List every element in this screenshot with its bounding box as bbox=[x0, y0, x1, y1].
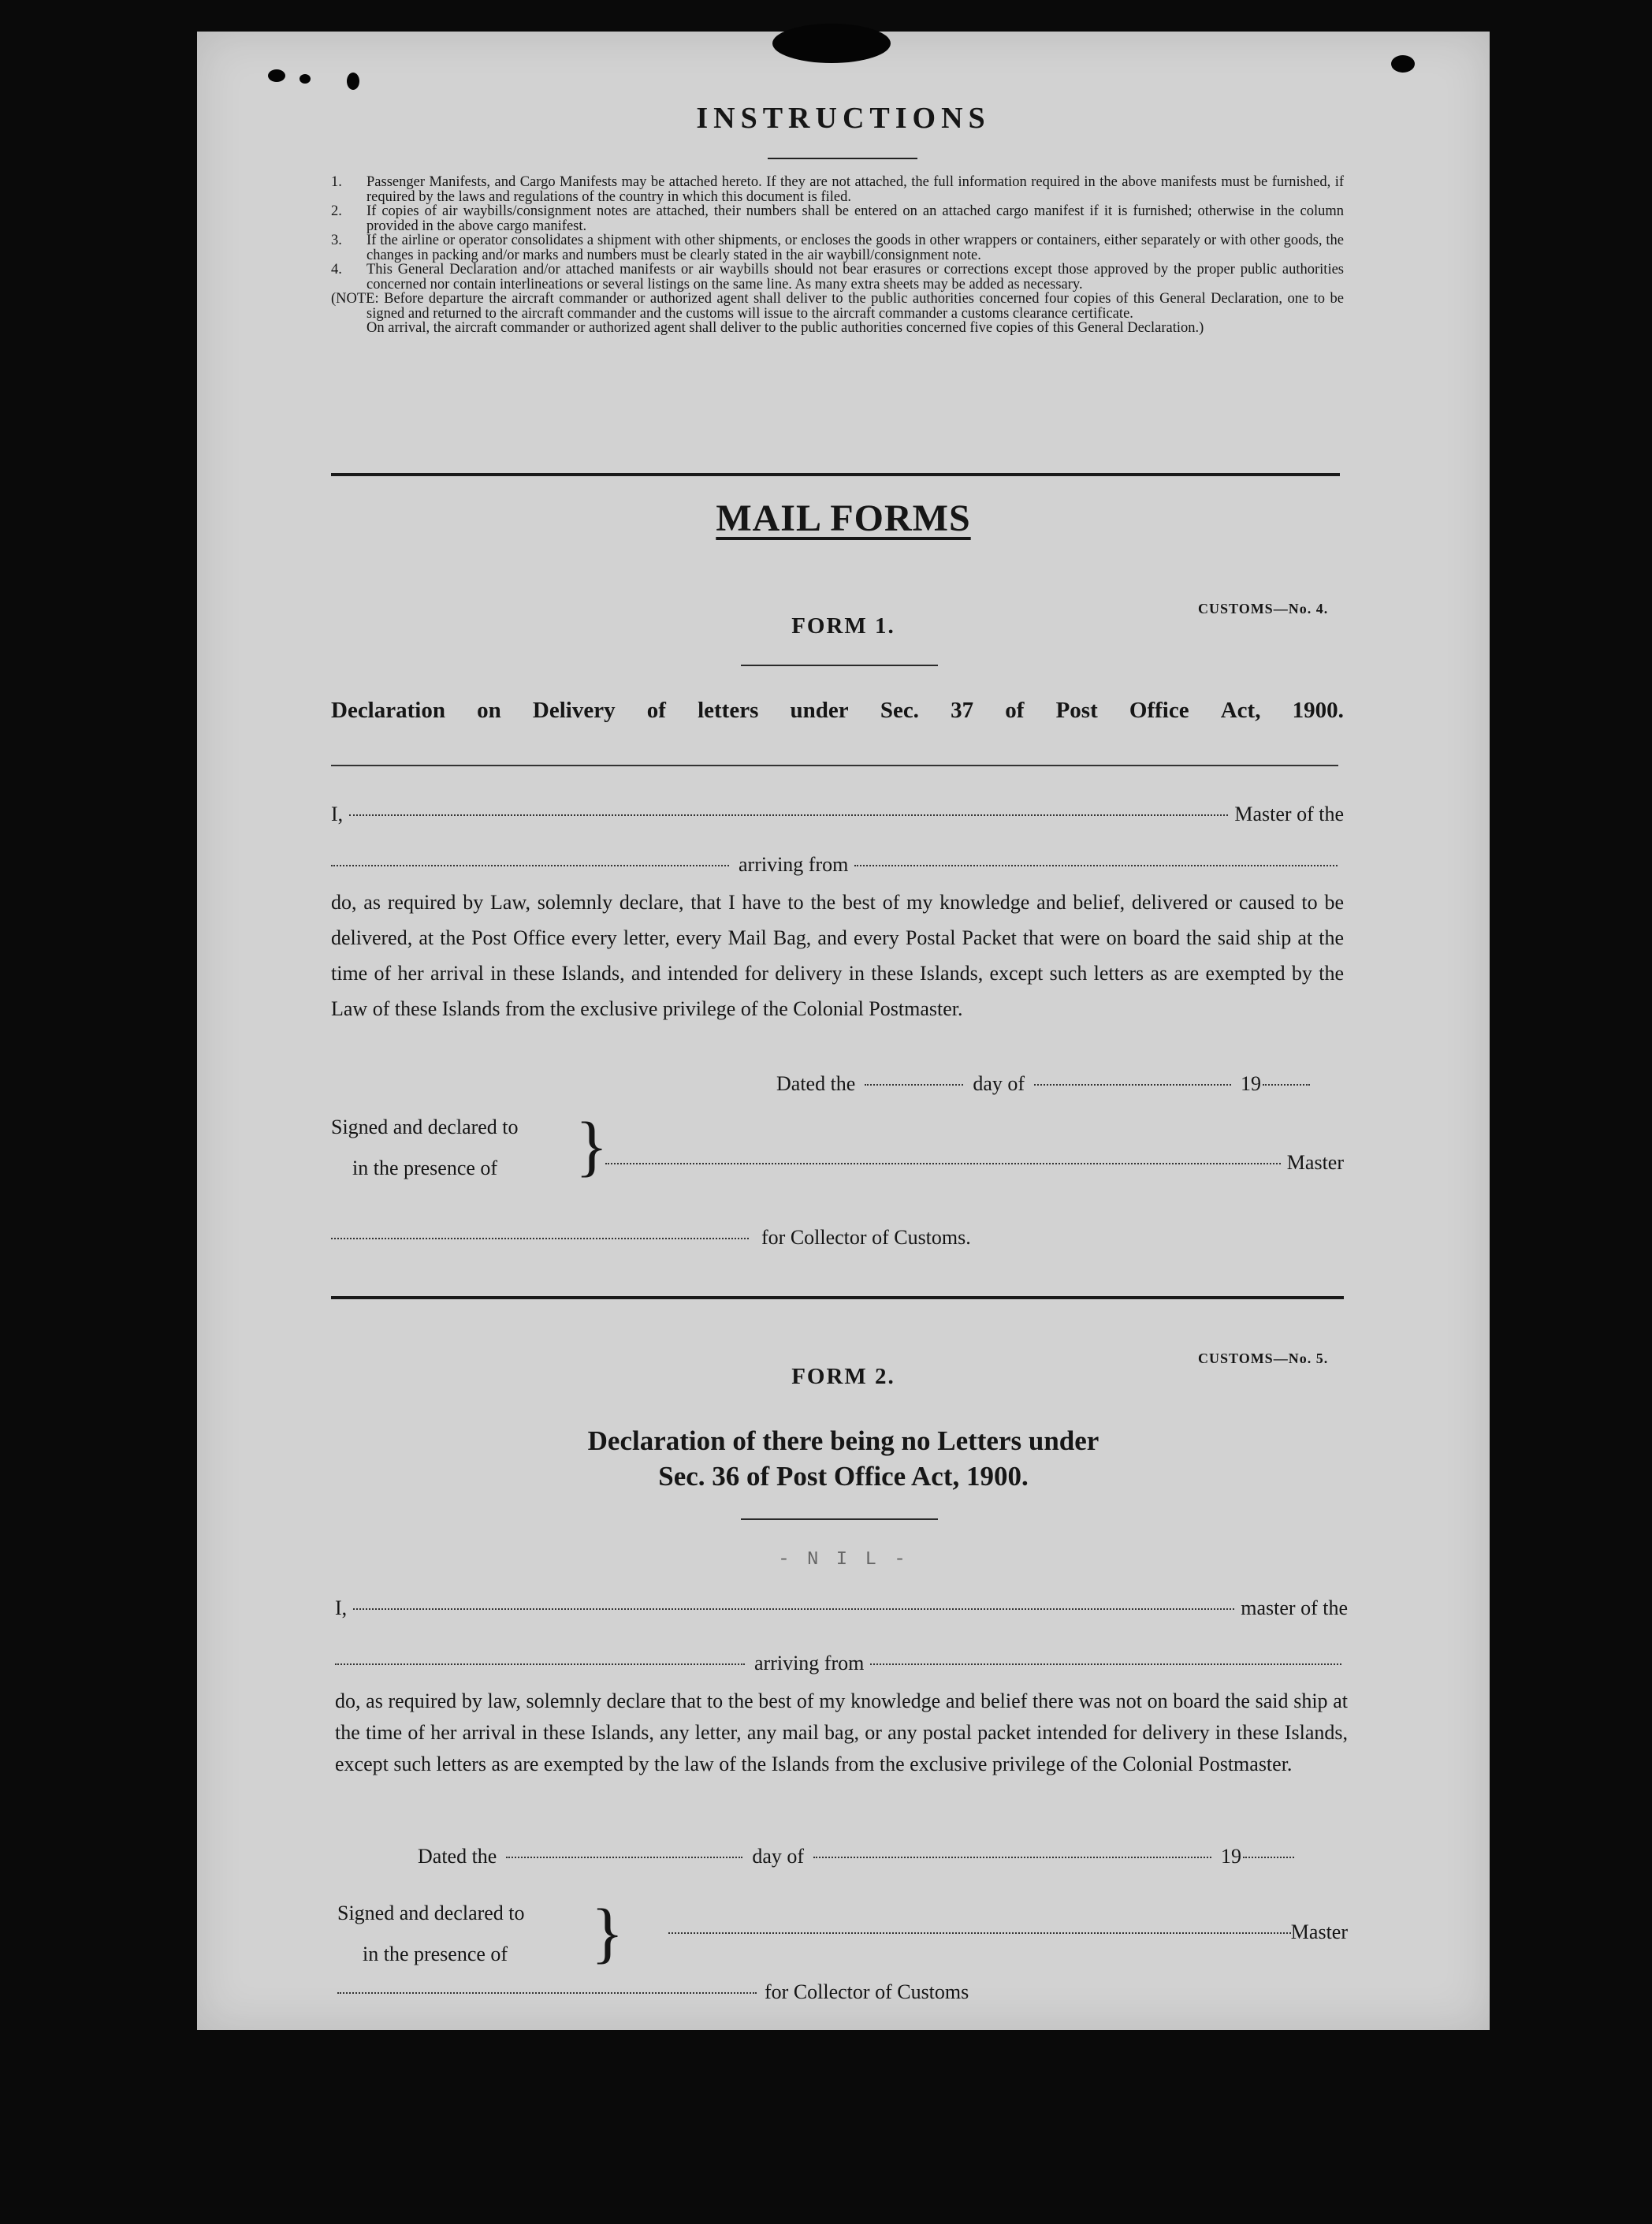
form-divider bbox=[331, 1296, 1344, 1299]
form2-line-arriving bbox=[335, 1652, 1348, 1675]
form1-arriving-label: arriving from bbox=[739, 853, 849, 876]
date-year-field[interactable] bbox=[1243, 1857, 1294, 1858]
instruction-item bbox=[331, 204, 1344, 233]
day-of-label: day of bbox=[752, 1845, 805, 1868]
declaration-word: of bbox=[646, 698, 666, 723]
instruction-number: 2. bbox=[331, 203, 342, 219]
master-label: Master bbox=[1286, 1151, 1344, 1174]
form2-declaration-title-line2: Sec. 36 of Post Office Act, 1900. bbox=[658, 1461, 1029, 1492]
instructions-underline bbox=[768, 158, 917, 159]
year-prefix-label: 19 bbox=[1221, 1845, 1242, 1868]
instruction-item bbox=[331, 175, 1344, 204]
date-day-field[interactable] bbox=[865, 1084, 963, 1086]
form2-body: do, as required by law, solemnly declare that to the best of my knowledge and belief there was not on board the said ship at the time of her arrival in these Islands, any letter, any mail bag, or any postal packet intended for delivery in these Islands, except such letters as are exempted by the law of the Islands from the exclusive privilege of the Colonial Postmaster. bbox=[335, 1689, 1348, 1775]
dated-label: Dated the bbox=[418, 1845, 497, 1868]
instruction-item bbox=[331, 233, 1344, 263]
declaration-word: 37 bbox=[951, 698, 974, 723]
instructions-note bbox=[331, 292, 1344, 336]
form2-signed-line1: Signed and declared to bbox=[337, 1902, 525, 1924]
ink-blot bbox=[772, 24, 891, 63]
master-signature-field[interactable] bbox=[668, 1932, 1291, 1934]
form1-line-arriving bbox=[331, 853, 1344, 877]
declaration-word: Sec. bbox=[880, 698, 919, 723]
form1-signed-line2: in the presence of bbox=[352, 1157, 498, 1179]
form1-signed-line1: Signed and declared to bbox=[331, 1116, 519, 1138]
ship-name-field[interactable] bbox=[331, 865, 729, 866]
brace-icon: } bbox=[575, 1108, 608, 1183]
master-name-field[interactable] bbox=[353, 1608, 1234, 1610]
form1-body: do, as required by Law, solemnly declare, that I have to the best of my knowledge and belief, delivered or caused to be delivered, at the Post Office every letter, every Mail Bag, and every Postal Packet that were on board the said ship at the time of her arrival in these Islands, and intended for delivery in these Islands, except such letters as are exempted by the Law of these Islands from the exclusive privilege of the Colonial Postmaster. bbox=[331, 891, 1344, 1020]
instruction-text: If the airline or operator consolidates a shipment with other shipments, or encloses the goods in other wrappers or containers, either separately or with other goods, the changes in packing and/or marks and numbers must be clearly stated in the air waybill/consignment note. bbox=[366, 233, 1344, 263]
mail-forms-title: MAIL FORMS bbox=[716, 497, 971, 539]
collector-label: for Collector of Customs bbox=[765, 1980, 969, 2003]
year-prefix-label: 19 bbox=[1241, 1072, 1262, 1095]
declaration-word: Declaration bbox=[331, 698, 445, 723]
ink-blot bbox=[347, 73, 359, 90]
declaration-word: Delivery bbox=[532, 698, 616, 723]
form2-title-rule bbox=[741, 1518, 938, 1520]
ink-blot bbox=[268, 69, 285, 82]
date-month-field[interactable] bbox=[1034, 1084, 1231, 1086]
document-page bbox=[197, 32, 1490, 2030]
instruction-number: 1. bbox=[331, 174, 342, 190]
collector-signature-field[interactable] bbox=[331, 1238, 749, 1239]
ship-name-field[interactable] bbox=[335, 1663, 745, 1665]
form1-customs-number: CUSTOMS—No. 4. bbox=[1198, 601, 1329, 617]
form2-title: FORM 2. bbox=[791, 1364, 895, 1389]
form1-master-of-label: Master of the bbox=[1234, 803, 1344, 825]
declaration-word: Act, bbox=[1220, 698, 1261, 723]
form1-declaration-title bbox=[331, 698, 1344, 724]
date-month-field[interactable] bbox=[813, 1857, 1211, 1858]
form2-signed-line2: in the presence of bbox=[363, 1943, 508, 1965]
instructions-title: INSTRUCTIONS bbox=[696, 102, 991, 135]
form2-line-master bbox=[335, 1596, 1348, 1620]
note-extra-text: On arrival, the aircraft commander or authorized agent shall deliver to the public authorities concerned five copies of this General Declaration.) bbox=[366, 320, 1204, 336]
ink-blot bbox=[1391, 55, 1415, 73]
instructions-list bbox=[331, 175, 1344, 336]
form1-line-master bbox=[331, 803, 1344, 826]
form1-collector-line bbox=[331, 1226, 1040, 1250]
day-of-label: day of bbox=[973, 1072, 1025, 1095]
master-signature-field[interactable] bbox=[605, 1163, 1281, 1164]
form2-arriving-label: arriving from bbox=[754, 1652, 865, 1675]
arriving-from-field[interactable] bbox=[870, 1663, 1341, 1665]
form2-dated-line bbox=[418, 1845, 1348, 1868]
form1-dated-line bbox=[776, 1072, 1344, 1096]
collector-signature-field[interactable] bbox=[337, 1992, 757, 1994]
brace-icon: } bbox=[591, 1894, 624, 1970]
arriving-from-field[interactable] bbox=[854, 865, 1338, 866]
collector-label: for Collector of Customs. bbox=[761, 1226, 971, 1249]
declaration-word: under bbox=[790, 698, 849, 723]
form1-declaration-rule bbox=[331, 765, 1338, 766]
ink-blot bbox=[300, 74, 311, 84]
form1-i-label: I, bbox=[331, 803, 344, 825]
section-divider bbox=[331, 473, 1340, 476]
form2-declaration-title-line1: Declaration of there being no Letters under bbox=[587, 1425, 1099, 1456]
note-text: (NOTE: Before departure the aircraft commander or authorized agent shall deliver to the public authorities concerned four copies of this General Declaration, one to be signed and returned to the aircraft commander and the customs will issue to the aircraft commander a customs clearance certificate. bbox=[331, 291, 1344, 322]
instruction-text: If copies of air waybills/consignment notes are attached, their numbers shall be entered on an attached cargo manifest if it is furnished; otherwise in the column provided in the above cargo manifest. bbox=[366, 203, 1344, 234]
master-label: Master bbox=[1290, 1920, 1348, 1943]
form2-customs-number: CUSTOMS—No. 5. bbox=[1198, 1350, 1329, 1366]
master-name-field[interactable] bbox=[349, 814, 1228, 816]
form2-master-of-label: master of the bbox=[1241, 1596, 1348, 1619]
declaration-word: of bbox=[1005, 698, 1025, 723]
declaration-word: 1900. bbox=[1292, 698, 1344, 723]
form1-title-rule bbox=[741, 665, 938, 666]
declaration-word: Office bbox=[1129, 698, 1189, 723]
instruction-item bbox=[331, 263, 1344, 292]
date-year-field[interactable] bbox=[1263, 1084, 1310, 1086]
form2-master-signature-line bbox=[662, 1920, 1348, 1944]
declaration-word: Post bbox=[1055, 698, 1098, 723]
instruction-text: This General Declaration and/or attached manifests or air waybills should not bear erasures or corrections except those approved by the proper public authorities concerned nor contain interlineations or several listings on the same line. As many extra sheets may be added as necessary. bbox=[366, 262, 1344, 292]
dated-label: Dated the bbox=[776, 1072, 856, 1095]
instruction-number: 3. bbox=[331, 233, 342, 248]
nil-stamp: - N I L - bbox=[778, 1549, 909, 1570]
declaration-word: letters bbox=[698, 698, 759, 723]
form1-title: FORM 1. bbox=[791, 613, 895, 639]
form1-master-signature-line bbox=[599, 1151, 1344, 1175]
declaration-word: on bbox=[477, 698, 501, 723]
form2-collector-line bbox=[337, 1980, 1047, 2004]
form2-i-label: I, bbox=[335, 1596, 348, 1619]
instruction-number: 4. bbox=[331, 262, 342, 278]
date-day-field[interactable] bbox=[506, 1857, 742, 1858]
instruction-text: Passenger Manifests, and Cargo Manifests may be attached hereto. If they are not attached, the full information required in the above manifests must be furnished, if required by the laws and regulations of the country in which this document is filed. bbox=[366, 174, 1344, 205]
